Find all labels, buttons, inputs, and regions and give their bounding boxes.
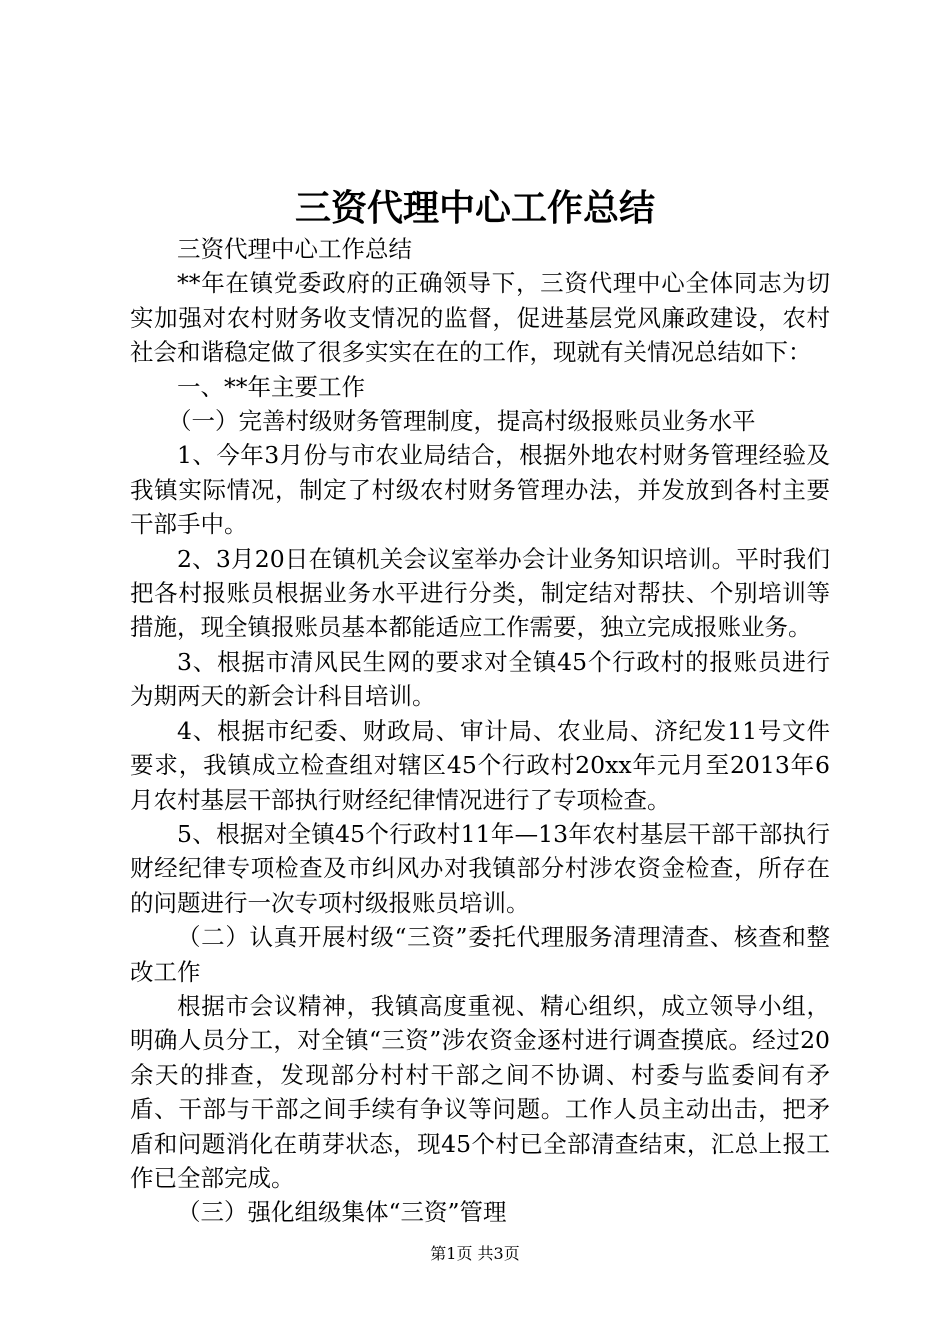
- paragraph-item-5: 5、根据对全镇45个行政村11年—13年农村基层干部干部执行财经纪律专项检查及市纠风办对我镇部分村涉农资金检查，所存在的问题进行一次专项村级报账员培训。: [130, 819, 830, 917]
- paragraph-item-4: 4、根据市纪委、财政局、审计局、农业局、济纪发11号文件要求，我镇成立检查组对辖区45个行政村20xx年元月至2013年6月农村基层干部执行财经纪律情况进行了专项检查。: [130, 716, 830, 814]
- paragraph-item-2: 2、3月20日在镇机关会议室举办会计业务知识培训。平时我们把各村报账员根据业务水平进行分类，制定结对帮扶、个别培训等措施，现全镇报账员基本都能适应工作需要，独立完成报账业务。: [130, 544, 830, 642]
- document-body: [130, 232, 830, 1230]
- paragraph-item-3: 3、根据市清风民生网的要求对全镇45个行政村的报账员进行为期两天的新会计科目培训。: [130, 647, 830, 711]
- paragraph-intro: **年在镇党委政府的正确领导下，三资代理中心全体同志为切实加强对农村财务收支情况的监督，促进基层党风廉政建设，农村社会和谐稳定做了很多实实在在的工作，现就有关情况总结如下：: [130, 269, 830, 367]
- section-heading-1: 一、**年主要工作: [177, 372, 365, 401]
- paragraph-body-2: 根据市会议精神，我镇高度重视、精心组织，成立领导小组，明确人员分工，对全镇“三资”涉农资金逐村进行调查摸底。经过20余天的排查，发现部分村村干部之间不协调、村委与监委间有矛盾、干部与干部之间手续有争议等问题。工作人员主动出击，把矛盾和问题消化在萌芽状态，现45个村已全部清查结束，汇总上报工作已全部完成。: [130, 991, 830, 1192]
- subsection-heading-2: （二）认真开展村级“三资”委托代理服务清理清查、核查和整改工作: [130, 923, 830, 986]
- document-title: 三资代理中心工作总结: [294, 187, 655, 229]
- paragraph-item-1: 1、今年3月份与市农业局结合，根据外地农村财务管理经验及我镇实际情况，制定了村级农村财务管理办法，并发放到各村主要干部手中。: [130, 441, 830, 539]
- paragraph-subtitle: 三资代理中心工作总结: [177, 235, 412, 263]
- page-footer: 第1页 共3页: [430, 1244, 520, 1263]
- subsection-heading-3: （三）强化组级集体“三资”管理: [177, 1198, 507, 1227]
- subsection-heading-1: （一）完善村级财务管理制度，提高村级报账员业务水平: [168, 407, 756, 436]
